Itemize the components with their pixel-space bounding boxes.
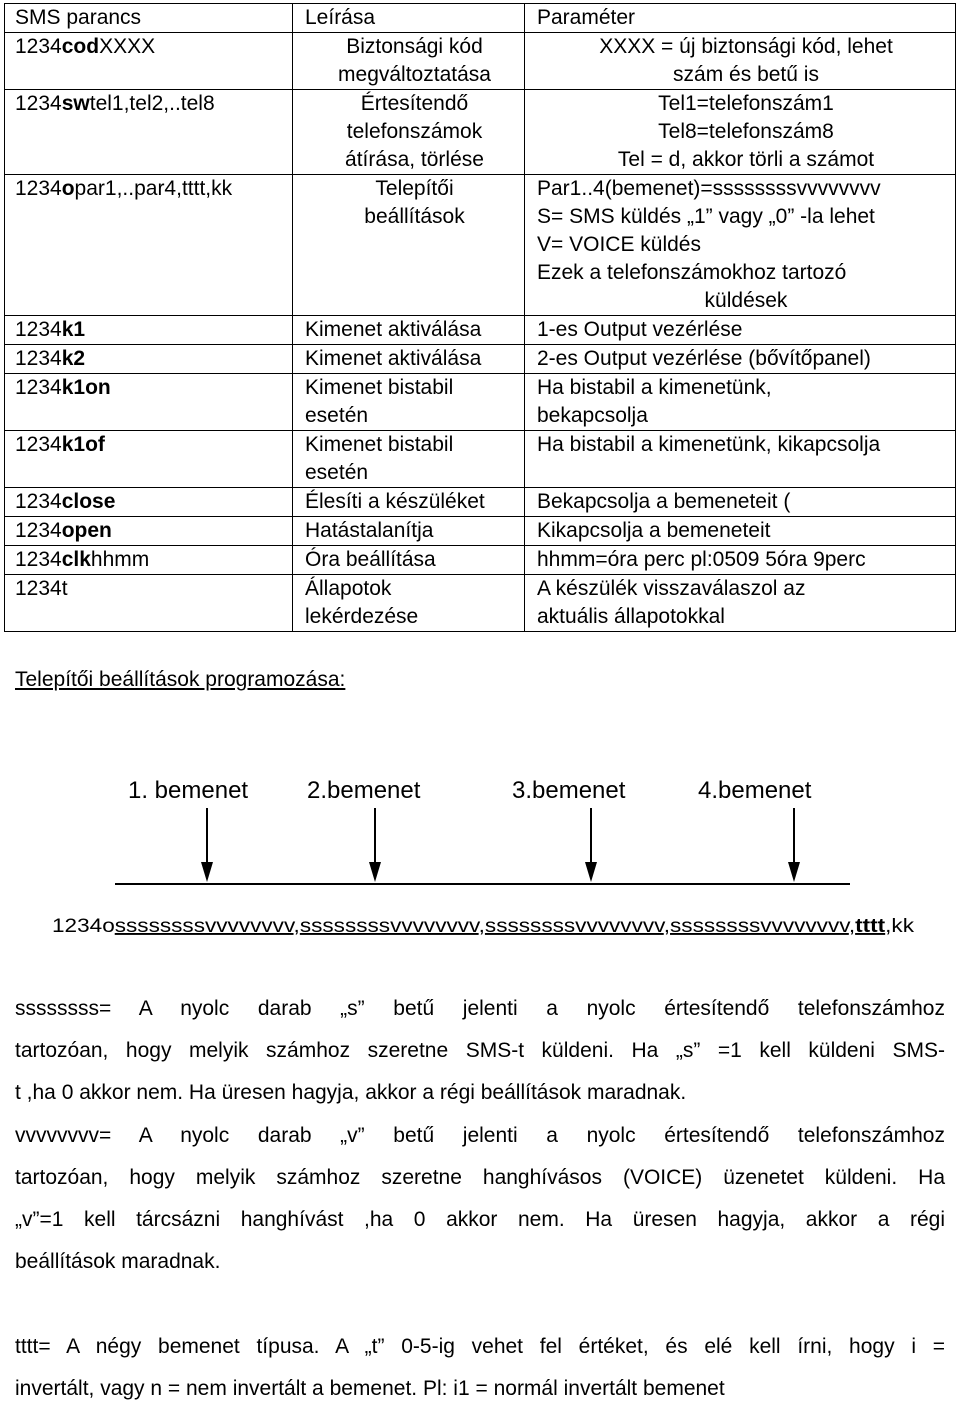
parameter-line: küldések	[704, 289, 788, 312]
separator: ,	[663, 916, 670, 937]
parameter-line: S= SMS küldés „1” vagy „0” -la lehet	[537, 205, 875, 228]
parameter-line: XXXX = új biztonsági kód, lehet	[599, 35, 893, 58]
paragraph-line: tartozóan, hogy melyik számhoz szeretne SMS-t küldeni. Ha „s” =1 kell küldeni SMS-	[15, 1039, 945, 1062]
command-suffix: tel1,tel2,..tel8	[89, 92, 215, 115]
paragraph-line: invertált, vagy n = nem invertált a bemenet. Pl: i1 = normál invertált bemenet	[15, 1377, 725, 1400]
description-cell	[293, 488, 525, 517]
command-cell	[5, 431, 293, 488]
arrow-head	[201, 862, 213, 882]
command-keyword: cod	[61, 35, 100, 58]
type-group: tttt	[855, 916, 881, 937]
command-prefix: 1234	[15, 177, 62, 200]
description-cell	[293, 175, 525, 316]
column-header: SMS parancs	[5, 4, 293, 33]
description-cell	[293, 316, 525, 345]
separator: ,	[293, 916, 299, 937]
paragraph-line: tttt= A négy bemenet típusa. A „t” 0-5-ig vehet fel értéket, és elé kell írni, hogy i =	[15, 1335, 945, 1358]
separator: ,	[478, 916, 484, 937]
table-row	[5, 575, 956, 632]
command-prefix: 1234	[15, 490, 62, 513]
parameter-line: Kikapcsolja a bemeneteit	[537, 519, 771, 542]
description-line: átírása, törlése	[345, 148, 484, 171]
command-keyword: clk	[61, 548, 91, 571]
parameter-line: Ha bistabil a kimenetünk,	[537, 376, 772, 399]
parameter-cell	[525, 316, 956, 345]
parameter-line: Tel1=telefonszám1	[658, 92, 834, 115]
description-line: Állapotok	[305, 577, 392, 600]
paragraph-s	[15, 988, 945, 1114]
command-prefix: 1234	[15, 347, 62, 370]
command-cell	[5, 90, 293, 175]
parameter-line: szám és betű is	[673, 63, 819, 86]
section-heading: Telepítői beállítások programozása:	[15, 668, 346, 691]
command-cell	[5, 316, 293, 345]
table-row	[5, 316, 956, 345]
input-label: 3.bemenet	[512, 777, 626, 804]
description-cell	[293, 431, 525, 488]
parameter-line: Ha bistabil a kimenetünk, kikapcsolja	[537, 433, 881, 456]
command-prefix: 1234t	[15, 577, 68, 600]
command-keyword: k2	[61, 347, 86, 370]
parameter-line: A készülék visszaválaszol az	[537, 577, 806, 600]
table-header-row	[5, 4, 956, 33]
description-line: Óra beállítása	[305, 548, 436, 571]
command-keyword: o	[61, 177, 75, 200]
command-cell	[5, 175, 293, 316]
command-tail: ,kk	[885, 916, 910, 937]
table-row	[5, 488, 956, 517]
parameter-line: hhmm=óra perc pl:0509 5óra 9perc	[537, 548, 866, 571]
arrow-head	[369, 862, 381, 882]
input-label: 1. bemenet	[128, 777, 249, 804]
table-row	[5, 90, 956, 175]
command-cell	[5, 374, 293, 431]
description-line: Kimenet aktiválása	[305, 347, 482, 370]
table-row	[5, 517, 956, 546]
table-row	[5, 345, 956, 374]
parameter-cell	[525, 546, 956, 575]
sms-command-table	[4, 3, 956, 632]
table-row	[5, 175, 956, 316]
command-prefix: 1234	[15, 35, 62, 58]
parameter-line: Tel = d, akkor törli a számot	[617, 148, 875, 171]
paragraph-line: tartozóan, hogy melyik számhoz szeretne hanghívásos (VOICE) üzenetet küldeni. Ha	[15, 1166, 945, 1189]
description-cell	[293, 374, 525, 431]
parameter-cell	[525, 33, 956, 90]
command-prefix: 1234	[15, 519, 62, 542]
command-prefix: 1234	[15, 92, 62, 115]
parameter-line: 2-es Output vezérlése (bővítőpanel)	[537, 347, 871, 370]
command-prefix: 1234	[15, 376, 62, 399]
parameter-diagram	[0, 760, 960, 950]
parameter-line: V= VOICE küldés	[537, 233, 701, 256]
parameter-cell	[525, 431, 956, 488]
parameter-group: ssssssssvvvvvvvv	[670, 916, 821, 937]
parameter-cell	[525, 345, 956, 374]
parameter-cell	[525, 374, 956, 431]
description-line: Értesítendő	[360, 92, 469, 115]
parameter-cell	[525, 575, 956, 632]
command-prefix: 1234o	[52, 916, 105, 937]
description-cell	[293, 575, 525, 632]
parameter-group: ssssssssvvvvvvvv	[484, 916, 636, 937]
description-cell	[293, 90, 525, 175]
command-suffix: hhmm	[90, 548, 150, 571]
description-line: megváltoztatása	[338, 63, 491, 86]
parameter-line: Bekapcsolja a bemeneteit (	[537, 490, 791, 513]
column-header: Paraméter	[525, 4, 956, 33]
description-cell	[293, 546, 525, 575]
description-line: Hatástalanítja	[305, 519, 434, 542]
description-line: Kimenet bistabil	[305, 376, 454, 399]
parameter-cell	[525, 517, 956, 546]
column-header: Leírása	[293, 4, 525, 33]
command-suffix: par1,..par4,tttt,kk	[74, 177, 233, 200]
paragraph-line: beállítások maradnak.	[15, 1250, 221, 1273]
parameter-cell	[525, 175, 956, 316]
command-keyword: open	[61, 519, 112, 542]
command-cell	[5, 546, 293, 575]
command-cell	[5, 488, 293, 517]
paragraph-line: t ,ha 0 akkor nem. Ha üresen hagyja, akkor a régi beállítások maradnak.	[15, 1081, 687, 1104]
command-keyword: k1of	[61, 433, 105, 456]
command-prefix: 1234	[15, 433, 62, 456]
description-cell	[293, 33, 525, 90]
command-keyword: k1on	[61, 376, 111, 399]
parameter-group: ssssssssvvvvvvvv	[299, 916, 451, 937]
arrow-head	[788, 862, 800, 882]
paragraph-t	[15, 1326, 945, 1410]
parameter-line: Tel8=telefonszám8	[658, 120, 834, 143]
parameter-cell	[525, 488, 956, 517]
parameter-line: aktuális állapotokkal	[537, 605, 725, 628]
command-cell	[5, 575, 293, 632]
paragraph-line: vvvvvvvv= A nyolc darab „v” betű jelenti a nyolc értesítendő telefonszámhoz	[15, 1124, 945, 1147]
paragraph-v	[15, 1115, 945, 1283]
description-line: Telepítői	[375, 177, 454, 200]
paragraph-line: ssssssss= A nyolc darab „s” betű jelenti a nyolc értesítendő telefonszámhoz	[15, 997, 945, 1020]
description-line: Biztonsági kód	[346, 35, 483, 58]
parameter-line: 1-es Output vezérlése	[537, 318, 743, 341]
paragraph-line: „v”=1 kell tárcsázni hanghívást ,ha 0 akkor nem. Ha üresen hagyja, akkor a régi	[15, 1208, 945, 1231]
arrow-head	[585, 862, 597, 882]
command-keyword: sw	[61, 92, 90, 115]
parameter-group: ssssssssvvvvvvvv	[114, 916, 266, 937]
command-cell	[5, 345, 293, 374]
parameter-line: Par1..4(bemenet)=ssssssssvvvvvvvv	[537, 177, 881, 200]
description-cell	[293, 517, 525, 546]
description-cell	[293, 345, 525, 374]
command-prefix: 1234	[15, 548, 62, 571]
command-keyword: k1	[61, 318, 86, 341]
input-label: 2.bemenet	[307, 777, 421, 804]
description-line: Kimenet bistabil	[305, 433, 454, 456]
command-cell	[5, 33, 293, 90]
command-cell	[5, 517, 293, 546]
description-line: esetén	[305, 404, 369, 427]
parameter-cell	[525, 90, 956, 175]
table-row	[5, 33, 956, 90]
description-line: beállítások	[364, 205, 465, 228]
command-prefix: 1234	[15, 318, 62, 341]
input-label: 4.bemenet	[698, 777, 812, 804]
table-row	[5, 546, 956, 575]
description-line: telefonszámok	[346, 120, 483, 143]
description-line: esetén	[305, 461, 369, 484]
command-string	[52, 916, 915, 937]
table-row	[5, 374, 956, 431]
parameter-line: bekapcsolja	[537, 404, 648, 427]
separator: ,	[848, 916, 855, 937]
parameter-line: Ezek a telefonszámokhoz tartozó	[537, 261, 847, 284]
table-row	[5, 431, 956, 488]
command-suffix: XXXX	[99, 35, 156, 58]
description-line: Kimenet aktiválása	[305, 318, 482, 341]
description-line: lekérdezése	[305, 605, 419, 628]
description-line: Élesíti a készüléket	[305, 490, 485, 513]
command-keyword: close	[61, 490, 116, 513]
